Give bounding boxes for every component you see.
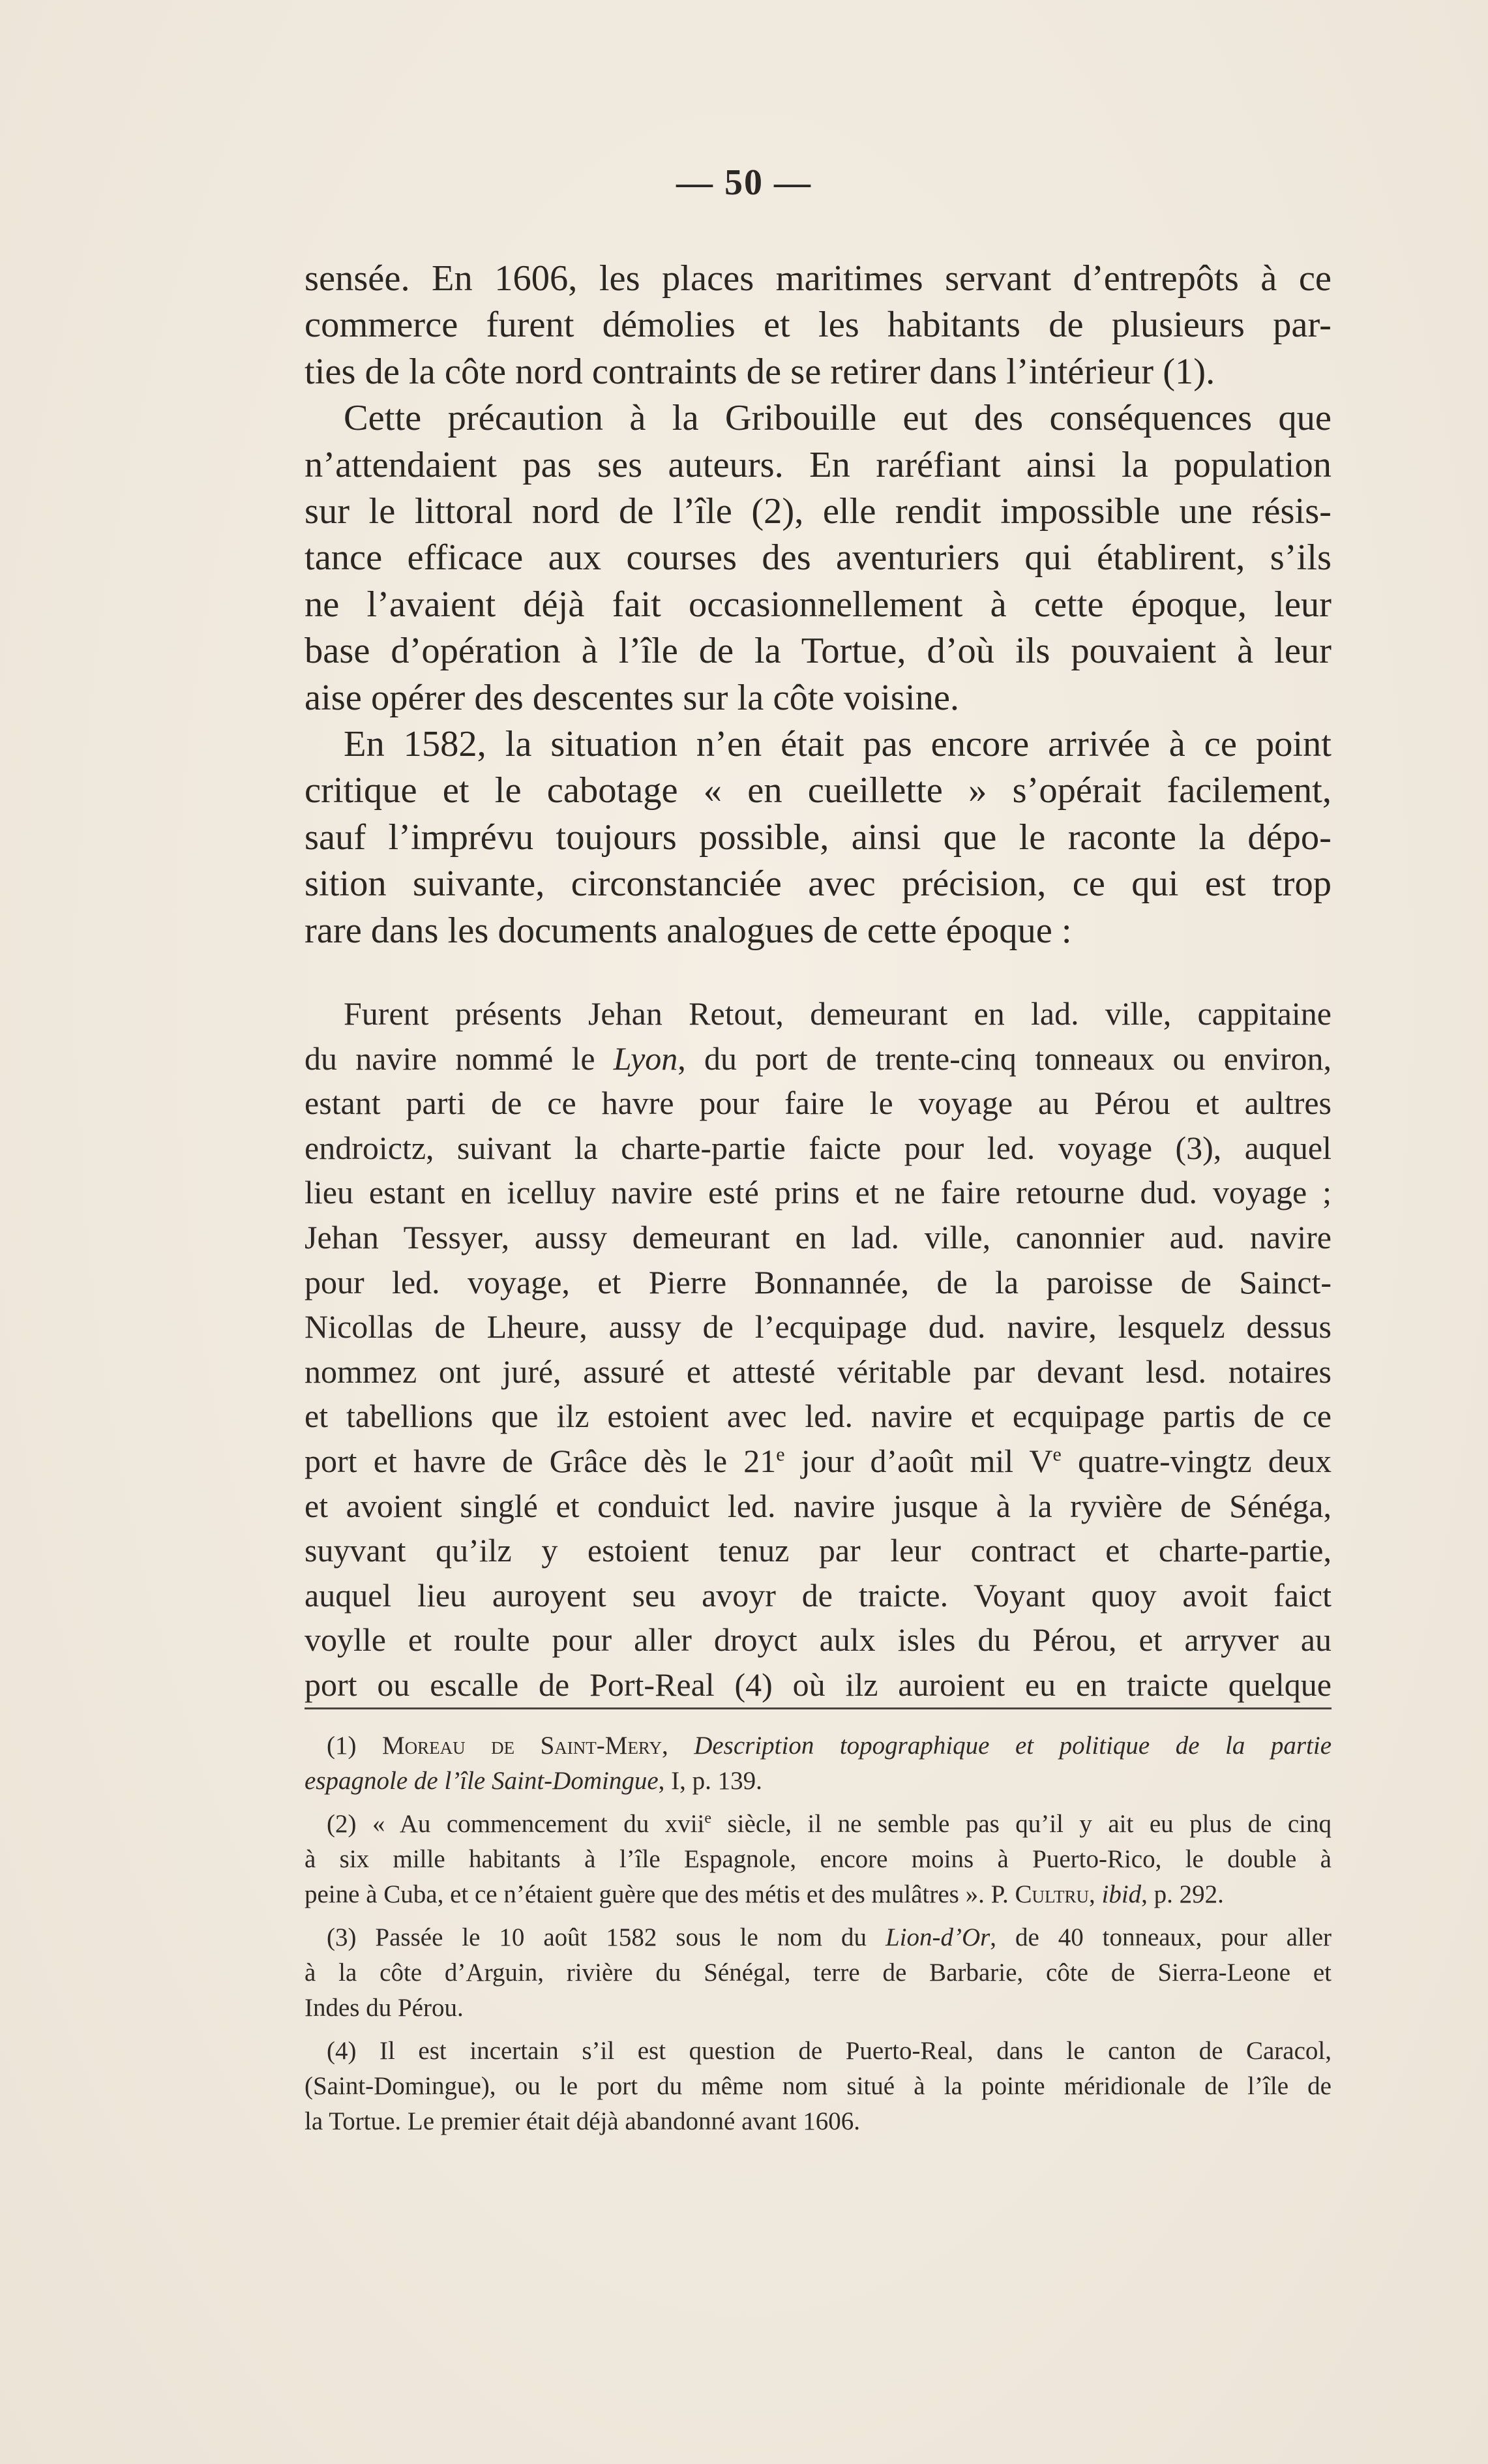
- quote-segment: port et havre de Grâce dès le 21: [305, 1442, 777, 1479]
- footnote-line: [305, 1728, 1332, 1764]
- quote-line: voylle et roulte pour aller droyct aulx isles du Pérou, et arryver au: [305, 1621, 1332, 1659]
- quote-line: endroictz, suivant la charte-partie faicte pour led. voyage (3), auquel: [305, 1129, 1332, 1166]
- footnote-title: Description topographique et politique de la partie: [694, 1732, 1332, 1760]
- footnote-3: [305, 1920, 1332, 2026]
- footnote-text: , de 40 tonneaux, pour aller: [990, 1923, 1332, 1951]
- footnote-line: (Saint-Domingue), ou le port du même nom situé à la pointe méridionale de l’île de: [305, 2072, 1332, 2100]
- footnote-title: espagnole de l’île Saint-Domingue: [305, 1767, 659, 1795]
- quote-segment: jour d’août mil V: [784, 1442, 1053, 1479]
- quote-line: Jehan Tessyer, aussy demeurant en lad. ville, canonnier aud. navire: [305, 1218, 1332, 1255]
- footnote-number: (1): [327, 1732, 382, 1760]
- quote-line: et avoient singlé et conduict led. navire jusque à la ryvière de Sénéga,: [305, 1487, 1332, 1524]
- footnote-author: Moreau de Saint-Mery: [381, 1732, 662, 1760]
- footnote-2: [305, 1807, 1332, 1912]
- superscript: e: [704, 1810, 712, 1827]
- footnote-line: [305, 1920, 1332, 1955]
- quote-line: pour led. voyage, et Pierre Bonnannée, de la paroisse de Sainct-: [305, 1263, 1332, 1300]
- footnote-text: (3) Passée le 10 août 1582 sous le nom du: [327, 1923, 885, 1951]
- main-text: [305, 256, 1332, 954]
- footnote-ibid: ibid: [1101, 1880, 1142, 1908]
- footnote-separator: ,: [1089, 1880, 1102, 1908]
- text-line: n’attendaient pas ses auteurs. En raréfiant ainsi la population: [305, 444, 1332, 485]
- text-line: commerce furent démolies et les habitants de plusieurs par-: [305, 305, 1332, 346]
- quote-line: [305, 1036, 1332, 1081]
- text-line: sur le littoral nord de l’île (2), elle rendit impossible une résis-: [305, 491, 1332, 532]
- ship-name: Lyon: [613, 1040, 678, 1077]
- footnotes: [305, 1728, 1332, 2147]
- footnote-reference: , p. 292.: [1141, 1880, 1224, 1908]
- footnote-text: peine à Cuba, et ce n’étaient guère que des métis et des mulâtres ». P.: [305, 1880, 1015, 1908]
- footnote-text: (2) « Au commencement du xvii: [327, 1810, 705, 1838]
- text-line: critique et le cabotage « en cueillette » s’opérait facilement,: [305, 770, 1332, 811]
- text-line: Cette précaution à la Gribouille eut des conséquences que: [344, 398, 1332, 439]
- quoted-deposition: [305, 991, 1332, 1707]
- quote-line: suyvant qu’ilz y estoient tenuz par leur contract et charte-partie,: [305, 1532, 1332, 1569]
- text-line: aise opérer des descentes sur la côte voisine.: [305, 677, 960, 718]
- footnote-divider: [305, 1707, 1332, 1709]
- footnote-author: Cultru: [1015, 1880, 1089, 1908]
- quote-line: estant parti de ce havre pour faire le voyage au Pérou et aultres: [305, 1085, 1332, 1122]
- footnote-separator: ,: [661, 1732, 694, 1760]
- text-line: base d’opération à l’île de la Tortue, d’où ils pouvaient à leur: [305, 631, 1332, 672]
- text-line: En 1582, la situation n’en était pas encore arrivée à ce point: [344, 724, 1332, 765]
- footnote-text: siècle, il ne semble pas qu’il y ait eu plus de cinq: [711, 1810, 1332, 1838]
- quote-line: [305, 1439, 1332, 1484]
- quote-segment: , du port de trente-cinq tonneaux ou environ,: [677, 1040, 1332, 1077]
- footnote-1: [305, 1728, 1332, 1799]
- quote-line: et tabellions que ilz estoient avec led. navire et ecquipage partis de ce: [305, 1398, 1332, 1435]
- footnote-line: à la côte d’Arguin, rivière du Sénégal, terre de Barbarie, côte de Sierra-Leone et: [305, 1959, 1332, 1987]
- text-line: ties de la côte nord contraints de se retirer dans l’intérieur (1).: [305, 351, 1215, 392]
- footnote-line: Indes du Pérou.: [305, 1994, 464, 2022]
- text-line: sition suivante, circonstanciée avec précision, ce qui est trop: [305, 864, 1332, 905]
- footnote-line: (4) Il est incertain s’il est question de Puerto-Real, dans le canton de Caracol,: [327, 2037, 1332, 2065]
- text-line: tance efficace aux courses des aventuriers qui établirent, s’ils: [305, 537, 1332, 578]
- quote-segment: quatre-vingtz deux: [1061, 1442, 1332, 1479]
- quote-line: auquel lieu auroyent seu avoyr de traicte. Voyant quoy avoit faict: [305, 1576, 1332, 1614]
- footnote-line: la Tortue. Le premier était déjà abandonné avant 1606.: [305, 2107, 861, 2135]
- footnote-reference: , I, p. 139.: [658, 1767, 762, 1795]
- quote-line: Nicollas de Lheure, aussy de l’ecquipage dud. navire, lesquelz dessus: [305, 1308, 1332, 1345]
- text-line: ne l’avaient déjà fait occasionnellement à cette époque, leur: [305, 584, 1332, 625]
- quote-segment: du navire nommé le: [305, 1040, 614, 1077]
- text-line: rare dans les documents analogues de cette époque :: [305, 910, 1072, 951]
- quote-line: Furent présents Jehan Retout, demeurant en lad. ville, cappitaine: [344, 995, 1332, 1032]
- superscript: e: [776, 1443, 785, 1465]
- page-number: — 50 —: [676, 162, 812, 203]
- text-line: sauf l’imprévu toujours possible, ainsi que le raconte la dépo-: [305, 817, 1332, 858]
- superscript: e: [1052, 1443, 1062, 1465]
- quote-line: lieu estant en icelluy navire esté prins et ne faire retourne dud. voyage ;: [305, 1174, 1332, 1211]
- quote-line: nommez ont juré, assuré et attesté véritable par devant lesd. notaires: [305, 1353, 1332, 1390]
- footnote-line: à six mille habitants à l’île Espagnole, encore moins à Puerto-Rico, le double à: [305, 1845, 1332, 1873]
- ship-name: Lion-d’Or: [885, 1923, 990, 1951]
- text-line: sensée. En 1606, les places maritimes servant d’entrepôts à ce: [305, 258, 1332, 299]
- footnote-line: [305, 1877, 1332, 1912]
- footnote-line: [305, 1807, 1332, 1842]
- quote-line: port ou escalle de Port-Real (4) où ilz auroient eu en traicte quelque: [305, 1666, 1332, 1703]
- footnote-4: [305, 2034, 1332, 2139]
- footnote-line: [305, 1764, 1332, 1799]
